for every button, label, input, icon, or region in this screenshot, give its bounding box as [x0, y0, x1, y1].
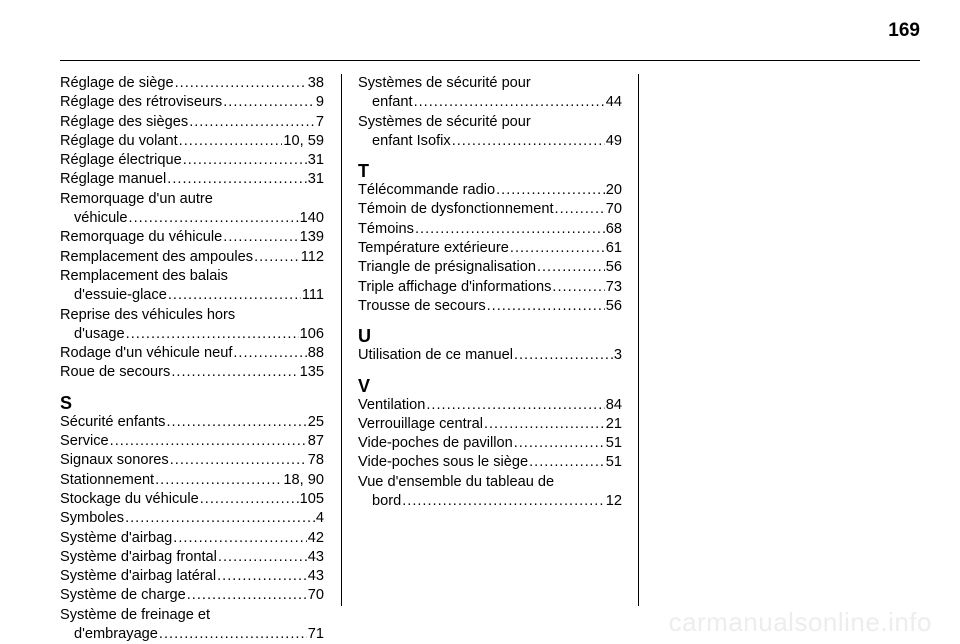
- index-entry-label: Témoins: [358, 220, 414, 237]
- dot-leader: [426, 396, 604, 415]
- index-entry-pages: 9: [315, 94, 324, 111]
- index-entry-label: Ventilation: [358, 396, 426, 413]
- index-entry-pages: 105: [299, 490, 324, 507]
- dot-leader: [254, 248, 300, 267]
- section-letter: S: [60, 392, 73, 413]
- index-entry-heading: Systèmes de sécurité pour: [358, 113, 531, 130]
- index-entry: [60, 93, 324, 112]
- section-letter: T: [358, 161, 369, 182]
- index-entry-pages: 20: [605, 182, 622, 199]
- index-entry-pages: 112: [300, 248, 324, 265]
- index-entry: [60, 451, 324, 470]
- dot-leader: [187, 586, 307, 605]
- index-entry-label: Trousse de secours: [358, 297, 486, 314]
- index-entry: [358, 239, 622, 258]
- index-entry-heading: Reprise des véhicules hors: [60, 306, 236, 323]
- index-entry-pages: 51: [605, 454, 622, 471]
- dot-leader: [189, 113, 315, 132]
- index-entry-label: Réglage du volant: [60, 132, 178, 149]
- index-entry-label: Système d'airbag frontal: [60, 548, 217, 565]
- index-entry-heading: Systèmes de sécurité pour: [358, 75, 531, 91]
- index-entry-pages: 18, 90: [283, 471, 324, 488]
- index-entry-pages: 61: [605, 240, 622, 257]
- index-entry-label: Rodage d'un véhicule neuf: [60, 345, 233, 362]
- index-entry-pages: 42: [307, 529, 324, 546]
- index-entry: [60, 625, 324, 644]
- index-entry-pages: 21: [605, 415, 622, 432]
- index-entry-label: Remorquage du véhicule: [60, 229, 223, 246]
- index-entry-pages: 88: [307, 345, 324, 362]
- index-entry: [60, 209, 324, 228]
- page-number: 169: [888, 20, 920, 41]
- index-entry-pages: 68: [605, 220, 622, 237]
- index-entry-label: véhicule: [74, 210, 128, 227]
- index-entry-label: Roue de secours: [60, 364, 171, 381]
- index-entry: [60, 490, 324, 509]
- section-letter: V: [358, 375, 371, 396]
- index-entry-label: Signaux sonores: [60, 452, 169, 469]
- index-entry: [358, 181, 622, 200]
- index-entry: [60, 113, 324, 132]
- index-entry-pages: 106: [299, 325, 324, 342]
- index-entry-label: bord: [372, 493, 402, 510]
- index-entry: [60, 248, 324, 267]
- index-entry: [60, 132, 324, 151]
- dot-leader: [200, 490, 299, 509]
- index-entry: [60, 413, 324, 432]
- index-entry-label: Réglage de siège: [60, 75, 174, 91]
- dot-leader: [159, 625, 307, 644]
- dot-leader: [125, 509, 315, 528]
- index-entry: [60, 228, 324, 247]
- dot-leader: [415, 220, 605, 239]
- index-entry-label: Température extérieure: [358, 240, 509, 257]
- index-entry-pages: 135: [299, 364, 324, 381]
- index-entry: [60, 325, 324, 344]
- index-entry-label: Symboles: [60, 510, 125, 527]
- index-entry: [358, 258, 622, 277]
- index-entry-label: Stockage du véhicule: [60, 490, 199, 507]
- index-entry-pages: 71: [307, 626, 324, 643]
- index-entry: [60, 151, 324, 170]
- index-entry-label: Triangle de présignalisation: [358, 259, 536, 276]
- index-entry: [358, 278, 622, 297]
- index-entry: [358, 346, 622, 365]
- index-entry: [60, 567, 324, 586]
- dot-leader: [155, 471, 282, 490]
- dot-leader: [555, 200, 605, 219]
- index-entry-pages: 3: [613, 347, 622, 364]
- index-entry-heading: Vue d'ensemble du tableau de: [358, 473, 555, 490]
- index-entry: [358, 220, 622, 239]
- dot-leader: [496, 181, 605, 200]
- index-entry-label: Réglage des sièges: [60, 113, 189, 130]
- dot-leader: [414, 93, 605, 112]
- index-entry: [60, 529, 324, 548]
- index-column-middle: [358, 74, 622, 511]
- index-entry-label: Stationnement: [60, 471, 155, 488]
- index-entry-label: enfant Isofix: [372, 132, 451, 149]
- dot-leader: [217, 567, 307, 586]
- watermark: carmanualsonline.info: [668, 607, 932, 637]
- dot-leader: [529, 453, 605, 472]
- dot-leader: [126, 325, 299, 344]
- index-entry-label: Réglage électrique: [60, 152, 182, 169]
- index-entry: [358, 434, 622, 453]
- dot-leader: [175, 74, 307, 93]
- index-entry-pages: 44: [605, 94, 622, 111]
- dot-leader: [129, 209, 299, 228]
- dot-leader: [514, 434, 605, 453]
- index-entry-pages: 25: [307, 413, 324, 430]
- dot-leader: [223, 93, 315, 112]
- index-entry-label: Verrouillage central: [358, 415, 483, 432]
- dot-leader: [179, 132, 283, 151]
- index-entry-pages: 51: [605, 435, 622, 452]
- index-entry-pages: 70: [605, 201, 622, 218]
- index-entry: [60, 170, 324, 189]
- index-entry-pages: 10, 59: [283, 132, 324, 149]
- dot-leader: [552, 278, 604, 297]
- index-entry: [358, 492, 622, 511]
- index-entry-label: Utilisation de ce manuel: [358, 347, 513, 364]
- index-entry: [60, 509, 324, 528]
- column-divider: [638, 74, 639, 606]
- index-entry-pages: 84: [605, 396, 622, 413]
- index-entry-pages: 140: [299, 210, 324, 227]
- index-entry-pages: 56: [605, 259, 622, 276]
- index-entry-heading: Remplacement des balais: [60, 267, 228, 284]
- index-entry-label: d'essuie-glace: [74, 287, 167, 304]
- dot-leader: [218, 548, 307, 567]
- index-entry-label: Vide-poches sous le siège: [358, 454, 529, 471]
- index-entry-label: Télécommande radio: [358, 182, 496, 199]
- dot-leader: [110, 432, 307, 451]
- index-entry-pages: 139: [299, 229, 324, 246]
- index-entry-pages: 31: [307, 152, 324, 169]
- index-entry-label: Réglage manuel: [60, 171, 167, 188]
- index-entry-label: Système de charge: [60, 587, 186, 604]
- index-entry: [358, 132, 622, 151]
- index-entry-label: Système d'airbag: [60, 529, 173, 546]
- index-entry: [358, 297, 622, 316]
- index-entry: [358, 396, 622, 415]
- dot-leader: [537, 258, 605, 277]
- index-entry-pages: 78: [307, 452, 324, 469]
- index-entry: [60, 586, 324, 605]
- index-entry-label: d'embrayage: [74, 626, 158, 643]
- index-entry-heading: Système de freinage et: [60, 606, 211, 623]
- dot-leader: [510, 239, 605, 258]
- index-entry-pages: 73: [605, 278, 622, 295]
- dot-leader: [168, 286, 301, 305]
- index-entry-pages: 43: [307, 548, 324, 565]
- dot-leader: [183, 151, 307, 170]
- index-entry-label: d'usage: [74, 325, 125, 342]
- index-entry-pages: 4: [315, 510, 324, 527]
- index-entry-pages: 7: [315, 113, 324, 130]
- dot-leader: [484, 415, 605, 434]
- index-entry-pages: 70: [307, 587, 324, 604]
- index-entry-heading: Remorquage d'un autre: [60, 190, 213, 207]
- index-entry-label: Système d'airbag latéral: [60, 568, 217, 585]
- top-rule: [60, 60, 920, 61]
- index-entry: [60, 432, 324, 451]
- index-entry-pages: 111: [301, 287, 324, 304]
- dot-leader: [173, 529, 306, 548]
- dot-leader: [171, 363, 298, 382]
- index-entry-label: Vide-poches de pavillon: [358, 435, 513, 452]
- dot-leader: [223, 228, 298, 247]
- index-column-left: [60, 74, 324, 644]
- index-entry: [358, 93, 622, 112]
- column-divider: [341, 74, 342, 606]
- dot-leader: [487, 297, 605, 316]
- index-entry-label: Sécurité enfants: [60, 413, 166, 430]
- index-entry: [60, 344, 324, 363]
- index-entry: [358, 453, 622, 472]
- index-entry: [358, 415, 622, 434]
- index-entry-pages: 12: [605, 493, 622, 510]
- index-entry: [60, 74, 324, 93]
- index-entry: [60, 363, 324, 382]
- dot-leader: [514, 346, 613, 365]
- index-entry-label: Réglage des rétroviseurs: [60, 94, 223, 111]
- index-entry-label: enfant: [372, 94, 413, 111]
- section-letter: U: [358, 326, 371, 347]
- dot-leader: [166, 413, 306, 432]
- index-entry: [60, 286, 324, 305]
- dot-leader: [233, 344, 306, 363]
- index-entry-pages: 38: [307, 75, 324, 91]
- dot-leader: [167, 170, 306, 189]
- index-entry-pages: 56: [605, 297, 622, 314]
- index-entry-label: Témoin de dysfonctionnement: [358, 201, 554, 218]
- index-entry: [358, 200, 622, 219]
- index-entry-pages: 49: [605, 132, 622, 149]
- index-entry-pages: 87: [307, 433, 324, 450]
- index-entry: [60, 471, 324, 490]
- index-entry: [60, 548, 324, 567]
- dot-leader: [402, 492, 605, 511]
- index-entry-pages: 43: [307, 568, 324, 585]
- index-entry-label: Remplacement des ampoules: [60, 248, 254, 265]
- index-entry-pages: 31: [307, 171, 324, 188]
- dot-leader: [452, 132, 605, 151]
- dot-leader: [170, 451, 307, 470]
- index-entry-label: Service: [60, 433, 109, 450]
- index-entry-label: Triple affichage d'informations: [358, 278, 552, 295]
